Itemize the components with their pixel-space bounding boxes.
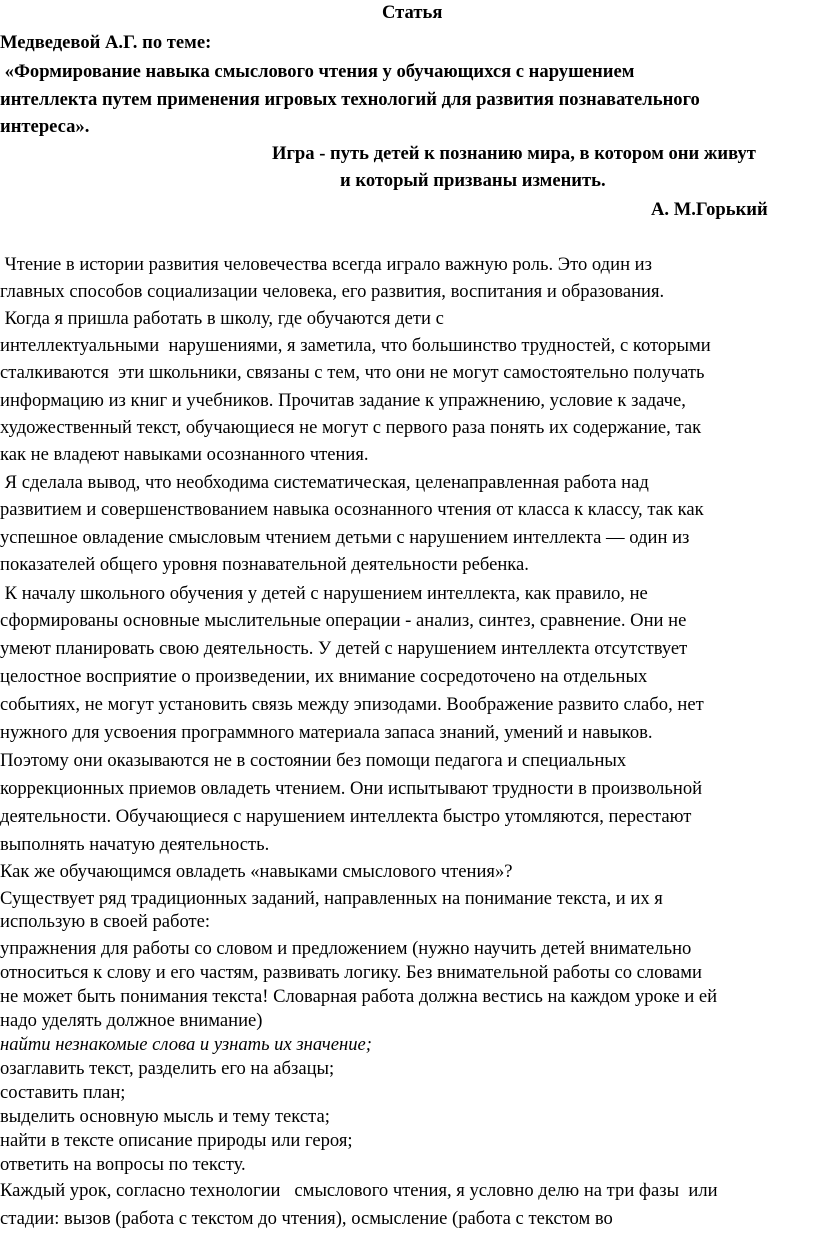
- body-line: Поэтому они оказываются не в состоянии без помощи педагога и специальных: [0, 750, 627, 771]
- list-item: выделить основную мысль и тему текста;: [0, 1106, 330, 1127]
- epigraph-line: Игра - путь детей к познанию мира, в котором они живут: [272, 143, 756, 164]
- question-line: упражнения для работы со словом и предложением (нужно научить детей внимательно: [0, 938, 692, 959]
- body-line: сталкиваются эти школьники, связаны с тем, что они не могут самостоятельно получать: [0, 362, 705, 383]
- body-line: сформированы основные мыслительные операции - анализ, синтез, сравнение. Они не: [0, 610, 687, 631]
- body-line: нужного для усвоения программного материала запаса знаний, умений и навыков.: [0, 722, 653, 743]
- body-line: деятельности. Обучающиеся с нарушением интеллекта быстро утомляются, перестают: [0, 806, 692, 827]
- body-line: коррекционных приемов овладеть чтением. Они испытывают трудности в произвольной: [0, 778, 703, 799]
- body-line: Чтение в истории развития человечества всегда играло важную роль. Это один из: [0, 254, 652, 275]
- epigraph-line: и который призваны изменить.: [340, 170, 606, 191]
- body-line: умеют планировать свою деятельность. У детей с нарушением интеллекта отсутствует: [0, 638, 688, 659]
- body-line: успешное овладение смысловым чтением детьми с нарушением интеллекта — один из: [0, 527, 690, 548]
- question-line: использую в своей работе:: [0, 911, 211, 932]
- question-line: Как же обучающимся овладеть «навыками смыслового чтения»?: [0, 861, 513, 882]
- header-line: интереса».: [0, 116, 90, 137]
- list-item: найти в тексте описание природы или героя;: [0, 1130, 353, 1151]
- body-line: выполнять начатую деятельность.: [0, 834, 270, 855]
- question-line: не может быть понимания текста! Словарная работа должна вестись на каждом уроке и ей: [0, 986, 718, 1007]
- list-item: составить план;: [0, 1082, 126, 1103]
- question-line: Существует ряд традиционных заданий, направленных на понимание текста, и их я: [0, 888, 663, 909]
- header-line: «Формирование навыка смыслового чтения у обучающихся с нарушением: [0, 61, 635, 82]
- body-line: Я сделала вывод, что необходима систематическая, целенаправленная работа над: [0, 472, 649, 493]
- body-line: как не владеют навыками осознанного чтения.: [0, 444, 369, 465]
- body-line: К началу школьного обучения у детей с нарушением интеллекта, как правило, не: [0, 583, 648, 604]
- epigraph-author: А. М.Горький: [651, 199, 768, 220]
- body-line: событиях, не могут установить связь между эпизодами. Воображение развито слабо, нет: [0, 694, 704, 715]
- list-item: озаглавить текст, разделить его на абзацы;: [0, 1058, 335, 1079]
- body-line: интеллектуальными нарушениями, я заметила, что большинство трудностей, с которыми: [0, 335, 711, 356]
- closing-line: Каждый урок, согласно технологии смыслового чтения, я условно делю на три фазы или: [0, 1180, 718, 1201]
- question-line: надо уделять должное внимание): [0, 1010, 263, 1031]
- header-line: Медведевой А.Г. по теме:: [0, 32, 212, 53]
- body-line: показателей общего уровня познавательной деятельности ребенка.: [0, 554, 529, 575]
- closing-line: стадии: вызов (работа с текстом до чтения), осмысление (работа с текстом во: [0, 1208, 613, 1229]
- italic-task-line: найти незнакомые слова и узнать их значение;: [0, 1034, 372, 1055]
- header-line: интеллекта путем применения игровых технологий для развития познавательного: [0, 89, 700, 110]
- document-title: Статья: [382, 2, 443, 23]
- list-item: ответить на вопросы по тексту.: [0, 1154, 246, 1175]
- body-line: художественный текст, обучающиеся не могут с первого раза понять их содержание, так: [0, 417, 702, 438]
- body-line: развитием и совершенствованием навыка осознанного чтения от класса к классу, так как: [0, 499, 704, 520]
- body-line: целостное восприятие о произведении, их внимание сосредоточено на отдельных: [0, 666, 648, 687]
- body-line: главных способов социализации человека, его развития, воспитания и образования.: [0, 281, 665, 302]
- body-line: Когда я пришла работать в школу, где обучаются дети с: [0, 308, 444, 329]
- body-line: информацию из книг и учебников. Прочитав задание к упражнению, условие к задаче,: [0, 390, 686, 411]
- question-line: относиться к слову и его частям, развивать логику. Без внимательной работы со словами: [0, 962, 702, 983]
